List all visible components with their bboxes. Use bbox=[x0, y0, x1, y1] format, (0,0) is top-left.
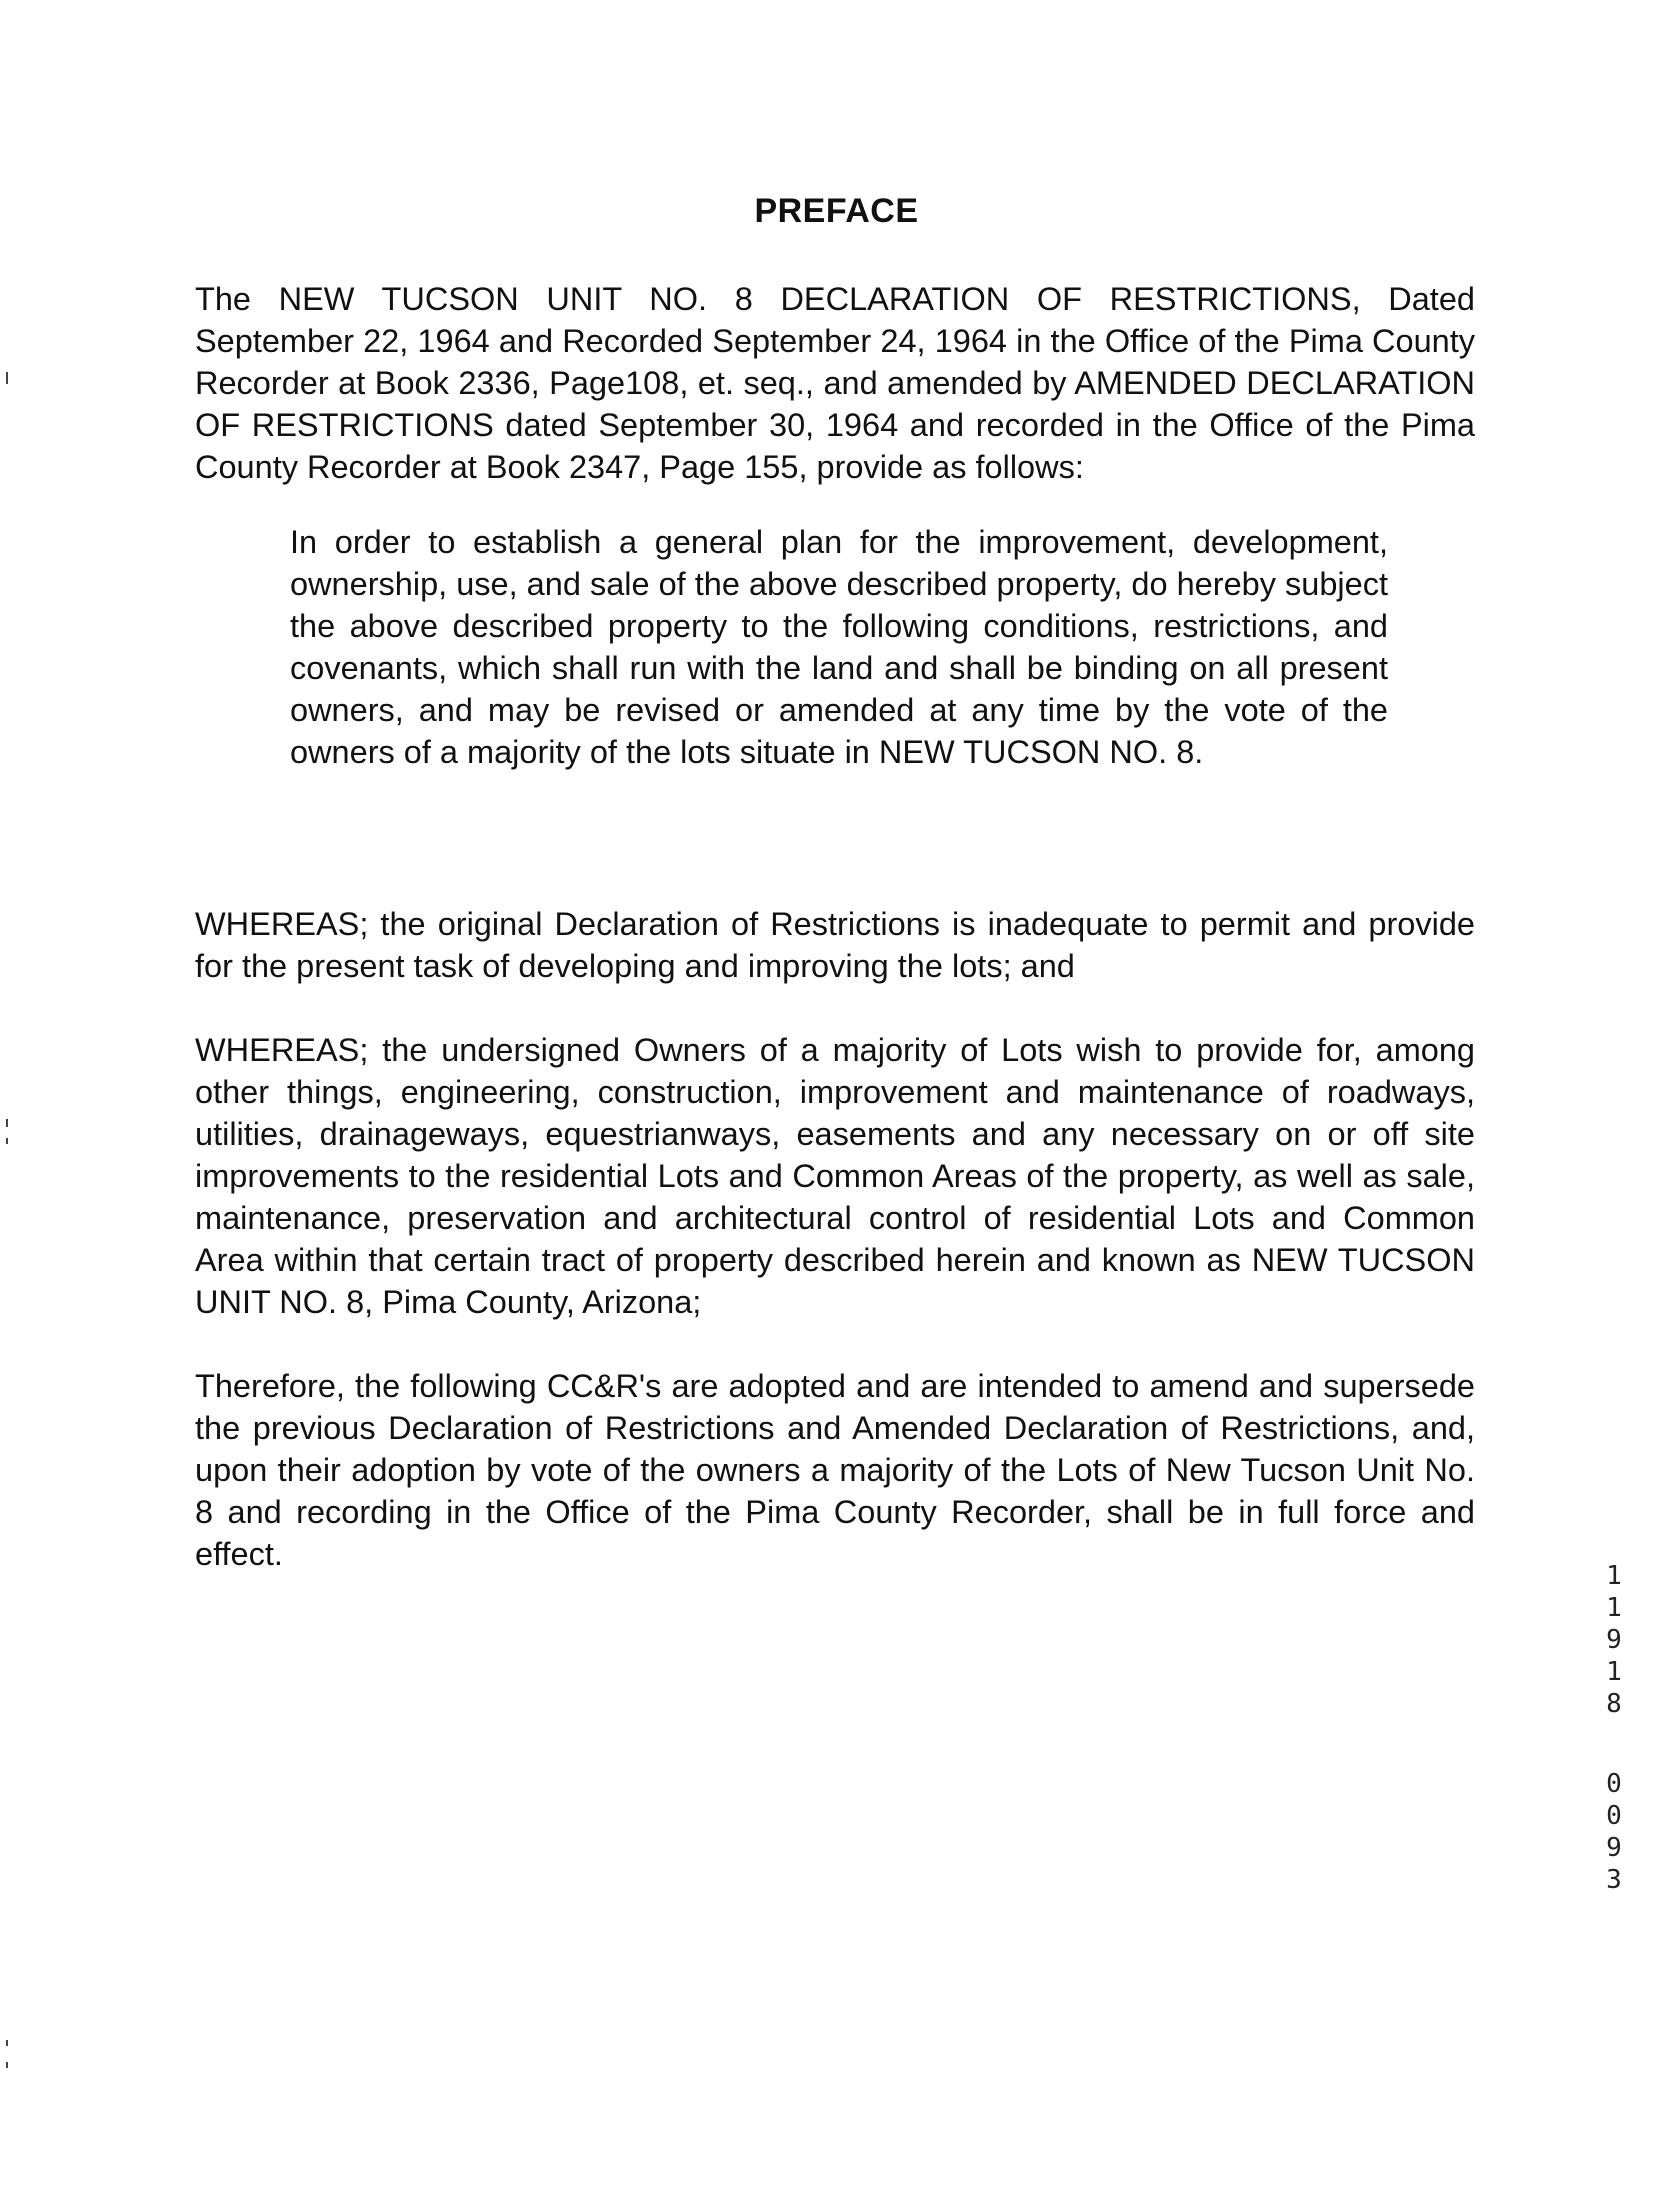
whereas-paragraph-2: WHEREAS; the undersigned Owners of a majority of Lots wish to provide for, among other things, engineering, construction, improvement and maintenance of roadways, utilities, drainageways, equestrianways, easements and any necessary on or off site improvements to the residential Lots and Common Areas of the property, as well as sale, maintenance, preservation and architectural control of residential Lots and Common Area within that certain tract of property described herein and known as NEW TUCSON UNIT NO. 8, Pima County, Arizona; bbox=[195, 1032, 1475, 1320]
scan-margin-mark bbox=[6, 372, 8, 384]
recording-docket-number bbox=[1600, 1560, 1628, 1720]
docket-digit: 8 bbox=[1606, 1689, 1622, 1719]
therefore-paragraph: Therefore, the following CC&R's are adopted and are intended to amend and supersede the previous Declaration of Restrictions and Amended Declaration of Restrictions, and, upon their adoption by vote of the owners a majority of the Lots of New Tucson Unit No. 8 and recording in the Office of the Pima County Recorder, shall be in full force and effect. bbox=[195, 1368, 1475, 1572]
page-digit: 0 bbox=[1606, 1801, 1622, 1831]
intro-paragraph: The NEW TUCSON UNIT NO. 8 DECLARATION OF RESTRICTIONS, Dated September 22, 1964 and Recorded September 24, 1964 in the Office of the Pima County Recorder at Book 2336, Page108, et. seq., and amended by AMENDED DECLARATION OF RESTRICTIONS dated September 30, 1964 and recorded in the Office of the Pima County Recorder at Book 2347, Page 155, provide as follows: bbox=[195, 281, 1475, 485]
page-title: PREFACE bbox=[754, 192, 919, 230]
page-digit: 0 bbox=[1606, 1769, 1622, 1799]
page-digit: 3 bbox=[1606, 1865, 1622, 1895]
docket-digit: 1 bbox=[1606, 1593, 1622, 1623]
scan-margin-mark bbox=[6, 1119, 8, 1127]
whereas-paragraph-1: WHEREAS; the original Declaration of Restrictions is inadequate to permit and provide for the present task of developing and improving the lots; and bbox=[195, 906, 1475, 984]
scan-margin-mark bbox=[6, 1138, 8, 1144]
docket-digit: 9 bbox=[1606, 1625, 1622, 1655]
quoted-restriction: In order to establish a general plan for the improvement, development, ownership, use, and sale of the above described property, do hereby subject the above described property to the following conditions, restrictions, and covenants, which shall run with the land and shall be binding on all present owners, and may be revised or amended at any time by the vote of the owners of a majority of the lots situate in NEW TUCSON NO. 8. bbox=[290, 524, 1388, 770]
recording-page-number bbox=[1600, 1768, 1628, 1896]
scan-margin-mark bbox=[6, 2040, 8, 2046]
docket-digit: 1 bbox=[1606, 1657, 1622, 1687]
page-digit: 9 bbox=[1606, 1833, 1622, 1863]
scan-margin-mark bbox=[6, 2062, 8, 2068]
docket-digit: 1 bbox=[1606, 1561, 1622, 1591]
